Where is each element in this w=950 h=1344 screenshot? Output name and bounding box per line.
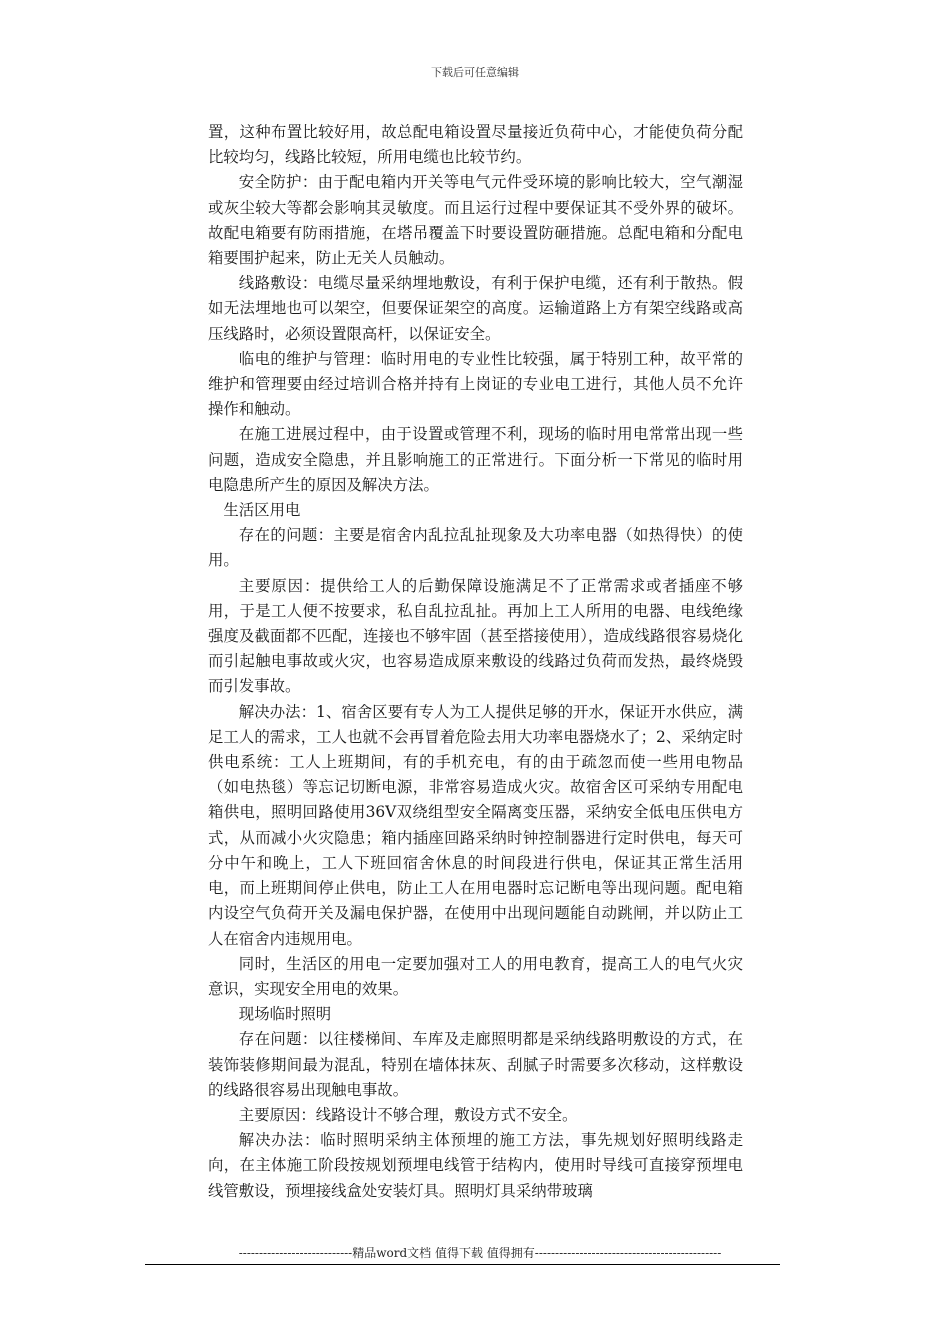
paragraph: 主要原因：提供给工人的后勤保障设施满足不了正常需求或者插座不够用，于是工人便不按要求，私自乱拉乱扯。再加上工人所用的电器、电线绝缘强度及截面都不匹配，连接也不够牢固（甚至搭接使用），造成线路很容易烧化而引起触电事故或火灾，也容易造成原来敷设的线路过负荷而发热，最终烧毁而引发事故。 — [208, 576, 743, 696]
document-body — [208, 120, 743, 1204]
page-header: 下载后可任意编辑 — [431, 66, 519, 79]
paragraph: 解决办法：1、宿舍区要有专人为工人提供足够的开水，保证开水供应，满足工人的需求，工人也就不会再冒着危险去用大功率电器烧水了；2、采纳定时供电系统：工人上班期间，有的手机充电，有的由于疏忽而使一些用电物品（如电热毯）等忘记切断电源，非常容易造成火灾。故宿舍区可采纳专用配电箱供电，照明回路使用36V双绕组型安全隔离变压器，采纳安全低电压供电方式，从而减小火灾隐患；箱内插座回路采纳时钟控制器进行定时供电，每天可分中午和晚上，工人下班回宿舍休息的时间段进行供电，保证其正常生活用电，而上班期间停止供电，防止工人在用电器时忘记断电等出现问题。配电箱内设空气负荷开关及漏电保护器，在使用中出现问题能自动跳闸，并以防止工人在宿舍内违规用电。 — [208, 702, 743, 948]
paragraph: 在施工进展过程中，由于设置或管理不利，现场的临时用电常常出现一些问题，造成安全隐患，并且影响施工的正常进行。下面分析一下常见的临时用电隐患所产生的原因及解决方法。 — [208, 425, 743, 494]
paragraph: 临电的维护与管理：临时用电的专业性比较强，属于特别工种，故平常的维护和管理要由经过培训合格并持有上岗证的专业电工进行，其他人员不允许操作和触动。 — [208, 349, 743, 419]
page-footer: ----------------------------精品word文档 值得下载 值得拥有---------------------------------------------- — [238, 1246, 722, 1260]
paragraph: 存在问题：以往楼梯间、车库及走廊照明都是采纳线路明敷设的方式，在装饰装修期间最为混乱，特别在墙体抹灰、刮腻子时需要多次移动，这样敷设的线路很容易出现触电事故。 — [208, 1030, 743, 1099]
paragraph: 安全防护：由于配电箱内开关等电气元件受环境的影响比较大，空气潮湿或灰尘较大等都会影响其灵敏度。而且运行过程中要保证其不受外界的破坏。故配电箱要有防雨措施，在塔吊覆盖下时要设置防砸措施。总配电箱和分配电箱要围护起来，防止无关人员触动。 — [208, 173, 743, 268]
paragraph: 同时，生活区的用电一定要加强对工人的用电教育，提高工人的电气火灾意识，实现安全用电的效果。 — [208, 954, 743, 998]
section-heading: 生活区用电 — [223, 501, 301, 520]
paragraph: 主要原因：线路设计不够合理，敷设方式不安全。 — [238, 1105, 578, 1124]
paragraph: 线路敷设：电缆尽量采纳埋地敷设，有利于保护电缆，还有利于散热。假如无法埋地也可以架空，但要保证架空的高度。运输道路上方有架空线路或高压线路时，必须设置限高杆，以保证安全。 — [208, 274, 743, 343]
footer-rule — [145, 1264, 780, 1265]
paragraph: 置，这种布置比较好用，故总配电箱设置尽量接近负荷中心，才能使负荷分配比较均匀，线路比较短，所用电缆也比较节约。 — [208, 123, 743, 167]
paragraph: 存在的问题：主要是宿舍内乱拉乱扯现象及大功率电器（如热得快）的使用。 — [208, 526, 743, 570]
paragraph: 解决办法：临时照明采纳主体预埋的施工方法，事先规划好照明线路走向，在主体施工阶段按规划预埋电线管于结构内，使用时导线可直接穿预埋电线管敷设，预埋接线盒处安装灯具。照明灯具采纳带玻璃 — [208, 1131, 743, 1200]
section-heading: 现场临时照明 — [238, 1005, 332, 1024]
